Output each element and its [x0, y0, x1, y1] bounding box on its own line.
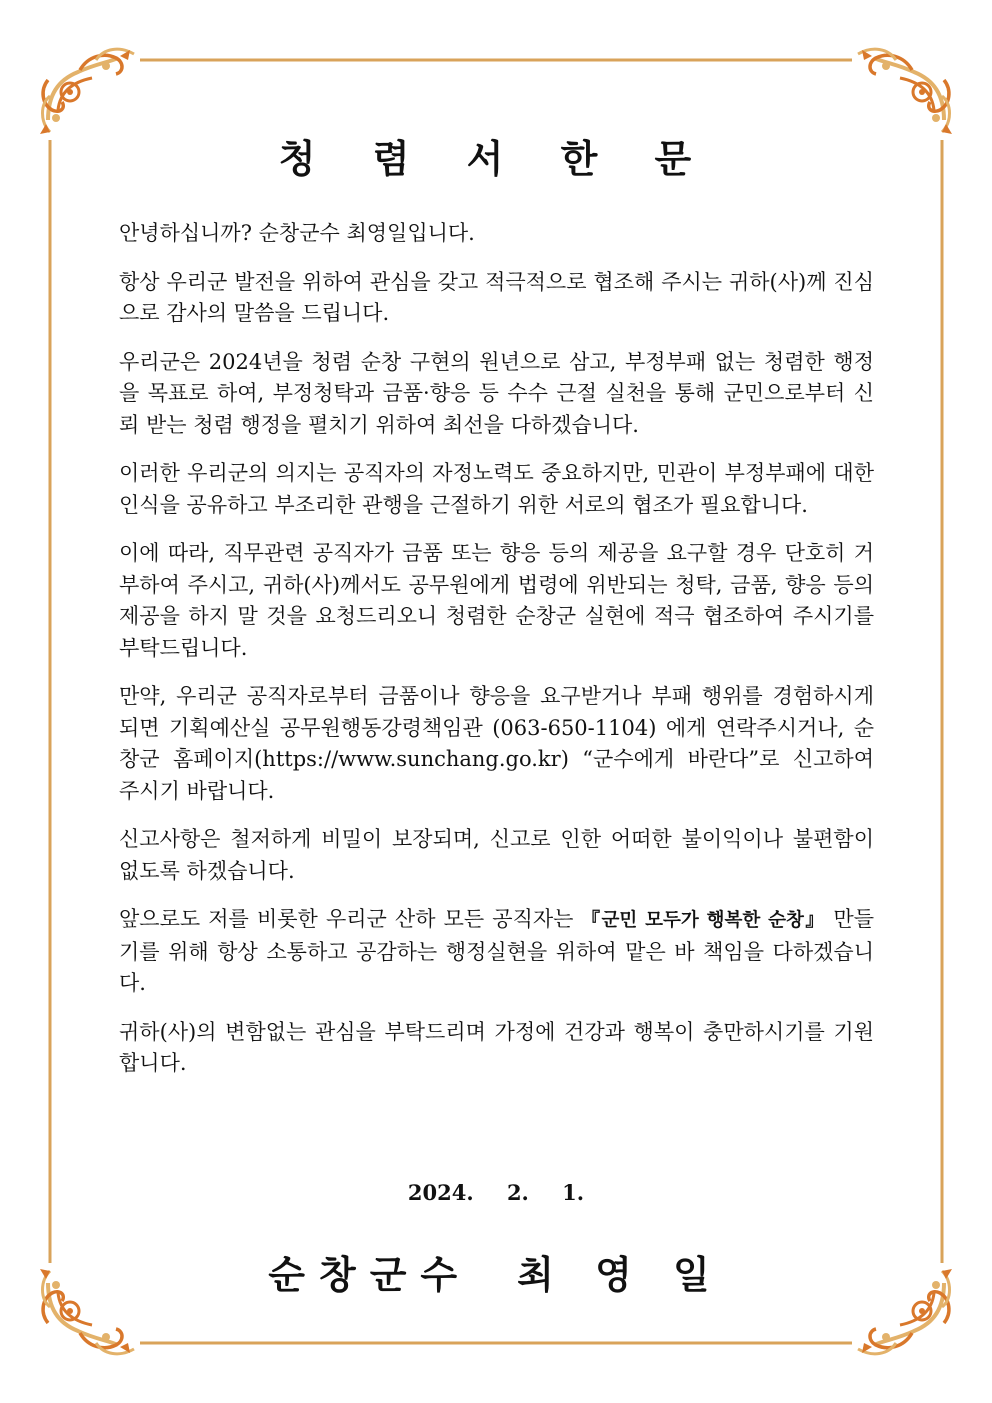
vision-text-after: 만들기를 위해 항상 소통하고 공감하는 행정실현을 위하여 맡은 바 책임을 다하겠습니다.	[119, 907, 874, 995]
vision-slogan: 『군민 모두가 행복한 순창』	[581, 910, 826, 931]
corner-ornament-icon	[40, 49, 134, 134]
letter-date: 2024. 2. 1.	[407, 1180, 585, 1205]
vision-text-before: 앞으로도 저를 비롯한 우리군 산하 모든 공직자는	[119, 907, 582, 931]
paragraph-goal: 우리군은 2024년을 청렴 순창 구현의 원년으로 삼고, 부정부패 없는 청렴한 행정을 목표로 하여, 부정청탁과 금품·향응 등 수수 근절 실천을 통해 군민으로부터 신뢰 받는 청렴 행정을 펼치기 위하여 최선을 다하겠습니다.	[119, 349, 874, 437]
letter-body	[119, 218, 874, 1097]
signature	[0, 1244, 992, 1299]
paragraph-thanks: 항상 우리군 발전을 위하여 관심을 갖고 적극적으로 협조해 주시는 귀하(사)께 진심으로 감사의 말씀을 드립니다.	[119, 269, 874, 325]
paragraph-confidential: 신고사항은 철저하게 비밀이 보장되며, 신고로 인한 어떠한 불이익이나 불편함이 없도록 하겠습니다.	[119, 827, 874, 883]
paragraph-report: 만약, 우리군 공직자로부터 금품이나 향응을 요구받거나 부패 행위를 경험하시게 되면 기획예산실 공무원행동강령책임관 (063-650-1104) 에게 연락주시거나, 순창군 홈페이지(https://www.sunchang.go.kr) “군수에게 바란다”로 신고하여 주시기 바랍니다.	[119, 684, 874, 803]
paragraph-request: 이에 따라, 직무관련 공직자가 금품 또는 향응 등의 제공을 요구할 경우 단호히 거부하여 주시고, 귀하(사)께서도 공무원에게 법령에 위반되는 청탁, 금품, 향응 등의 제공을 하지 말 것을 요청드리오니 청렴한 순창군 실현에 적극 협조하여 주시기를 부탁드립니다.	[119, 541, 874, 660]
paragraph-closing: 귀하(사)의 변함없는 관심을 부탁드리며 가정에 건강과 행복이 충만하시기를 기원합니다.	[119, 1019, 874, 1075]
signature-title: 순창군수	[268, 1253, 472, 1297]
paragraph-cooperation: 이러한 우리군의 의지는 공직자의 자정노력도 중요하지만, 민관이 부정부패에 대한 인식을 공유하고 부조리한 관행을 근절하기 위한 서로의 협조가 필요합니다.	[119, 461, 874, 517]
signature-name: 최 영 일	[517, 1253, 724, 1297]
paragraph-vision	[119, 904, 874, 1000]
paragraph-greeting: 안녕하십니까? 순창군수 최영일입니다.	[119, 221, 475, 245]
document-title: 청 렴 서 한 문	[278, 137, 714, 181]
corner-ornament-icon	[858, 49, 952, 134]
